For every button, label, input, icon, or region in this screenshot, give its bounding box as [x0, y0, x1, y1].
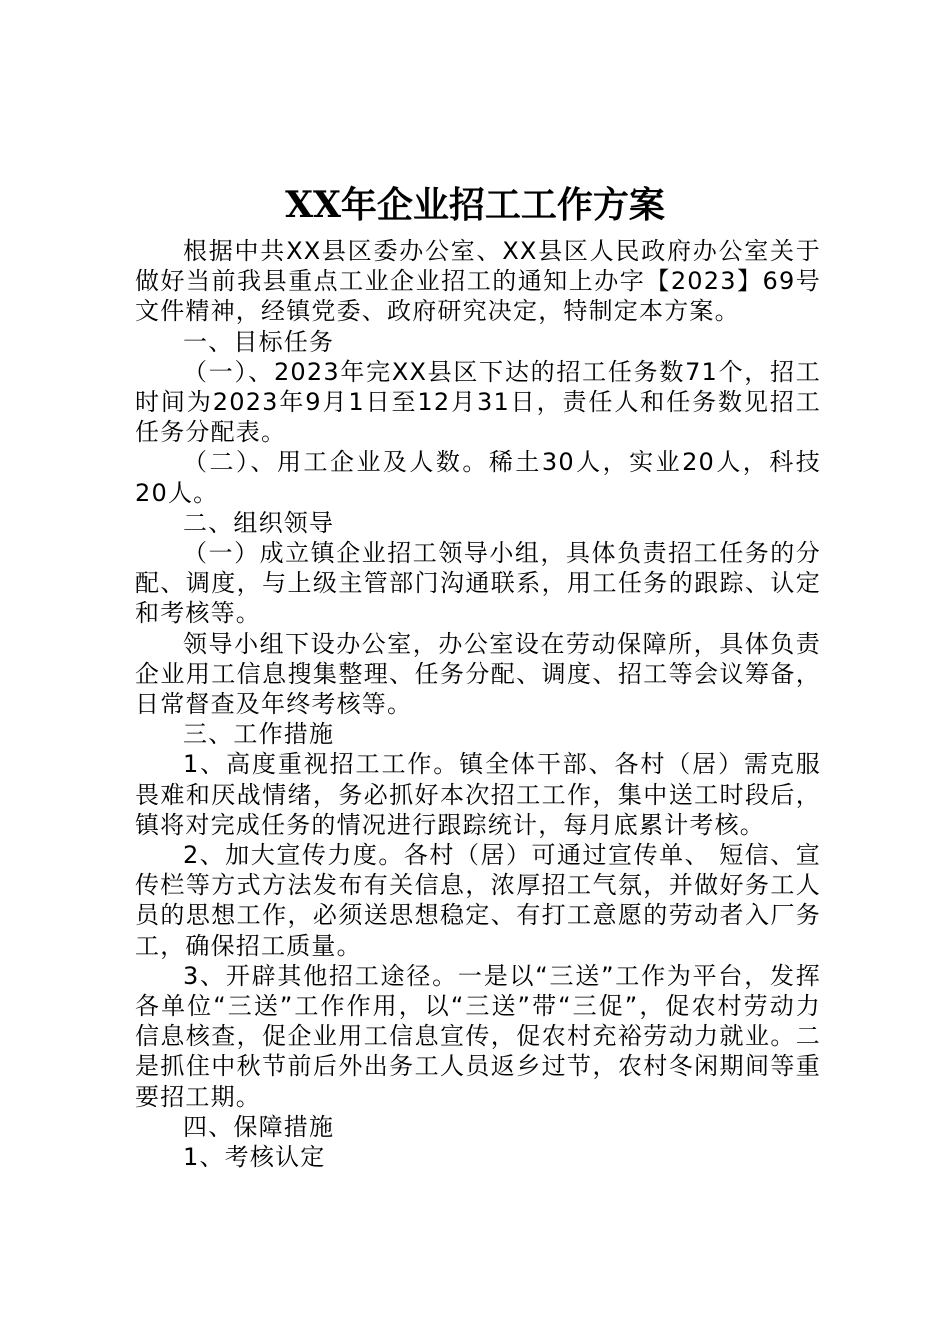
goal-item-2: （二）、用工企业及人数。稀土30人，实业20人，科技20人。	[135, 448, 821, 507]
section-heading-measures: 三、工作措施	[183, 720, 335, 749]
measure-item-3: 3、开辟其他招工途径。一是以“三送”工作为平台，发挥各单位“三送”工作作用，以“三送”带“三促”，促农村劳动力信息核查，促企业用工信息宣传，促农村充裕劳动力就业。二是抓住中秋节前后外出务工人员返乡过节，农村冬闲期间等重要招工期。	[135, 961, 821, 1111]
intro-paragraph: 根据中共XX县区委办公室、XX县区人民政府办公室关于做好当前我县重点工业企业招工的通知上办字【2023】69号文件精神，经镇党委、政府研究决定，特制定本方案。	[135, 237, 821, 326]
measure-item-2: 2、加大宣传力度。各村（居）可通过宣传单、 短信、宣传栏等方式方法发布有关信息，浓厚招工气氛，并做好务工人员的思想工作，必须送思想稳定、有打工意愿的劳动者入厂务工，确保招工质量。	[135, 841, 821, 960]
section-heading-safeguards: 四、保障措施	[183, 1112, 335, 1141]
goal-item-1: （一）、2023年完XX县区下达的招工任务数71个，招工时间为2023年9月1日至12月31日，责任人和任务数见招工任务分配表。	[135, 357, 821, 447]
section-heading-goals: 一、目标任务	[183, 327, 335, 356]
organization-item-2: 领导小组下设办公室，办公室设在劳动保障所，具体负责企业用工信息搜集整理、任务分配、调度、招工等会议筹备，日常督查及年终考核等。	[135, 629, 821, 719]
document-title: XX年企业招工工作方案	[285, 184, 665, 226]
section-heading-organization: 二、组织领导	[183, 508, 335, 537]
safeguard-item-1: 1、考核认定	[183, 1143, 326, 1172]
document-body	[135, 236, 821, 1172]
measure-item-1: 1、高度重视招工工作。镇全体干部、各村（居）需克服畏难和厌战情绪，务必抓好本次招工工作，集中送工时段后，镇将对完成任务的情况进行跟踪统计，每月底累计考核。	[135, 750, 821, 839]
organization-item-1: （一）成立镇企业招工领导小组，具体负责招工任务的分配、调度，与上级主管部门沟通联系，用工任务的跟踪、认定和考核等。	[135, 539, 821, 628]
